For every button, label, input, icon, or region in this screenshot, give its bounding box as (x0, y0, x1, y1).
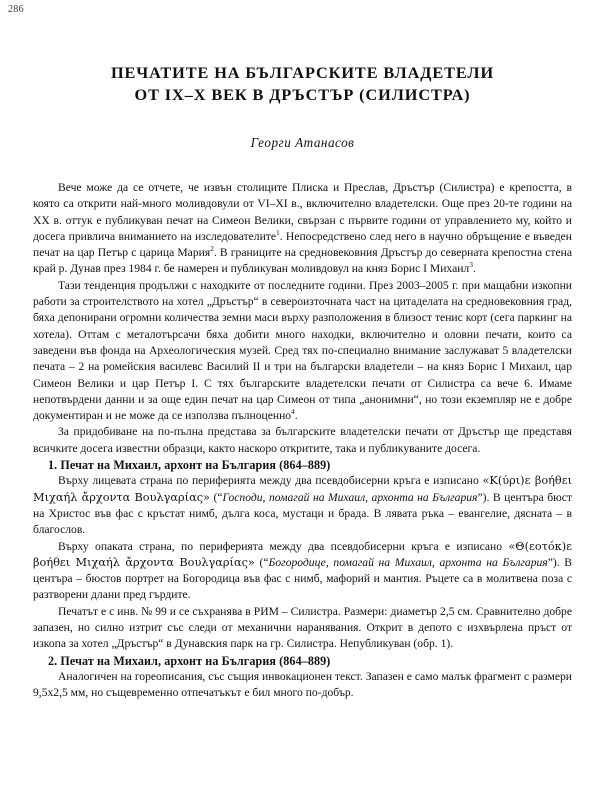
footnote-marker-2: 2 (210, 244, 214, 254)
para1-text-c: . В границите на средновековния Дръстър до северната крепостна стена край р. Дунав през 1984 г. бе намерен и публикуван моливдовул на княз Борис I Михаил (33, 246, 572, 276)
paragraph-reverse (33, 539, 572, 604)
translation-obverse: Господи, помагай на Михаил, архонта на България (222, 490, 478, 504)
author-name: Георги Атанасов (250, 135, 355, 150)
para4-text-c: ”). В центъра бюст на Христос във фас с кръстат нимб, дълга коса, мустаци и брада. В лявата ръка – евангелие, дясната – в благослов. (33, 490, 573, 537)
translation-reverse: Богородице, помагай на Михаил, архонта на България (268, 555, 548, 569)
footnote-marker-1: 1 (276, 228, 280, 238)
para1-text-a: Вече може да се отчете, че извън столиците Плиска и Преслав, Дръстър (Силистра) е крепостта, в която са открити най-много моливдовули от VI–XI в., включително владетелски. Още през 20-те години на XX в. оттук е публикуван печат на Симеон Велики, свързан с първите години от управлението му, който и досега привлича вниманието на изследователите (33, 181, 572, 243)
para5-text-a: Върху опаката страна, по периферията между два псевдобисерни кръга е изписано (58, 539, 509, 553)
footnote-marker-4: 4 (291, 407, 295, 417)
paragraph-inventory: Печатът е с инв. № 99 и се съхранява в РИМ – Силистра. Размери: диаметър 2,5 см. Сравнително добре запазен, но силно изтрит със следи от механични наранявания. Открит в депото с изхвърлена пръст от изкопа за хотел „Дръстър“ в Дунавския парк на гр. Силистра. Непубликуван (обр. 1). (33, 604, 572, 651)
paragraph-obverse (33, 473, 572, 538)
paragraph-overview: За придобиване на по-пълна представа за българските владетелски печати от Дръстър ще представя всичките досега известни образци, както наскоро откритите, така и публикуваните досега. (33, 425, 572, 455)
para2-text-b: . (294, 409, 298, 423)
title-line-1: ПЕЧАТИТЕ НА БЪЛГАРСКИТЕ ВЛАДЕТЕЛИ (110, 63, 495, 82)
para5-text-c: ”). В центъра – бюстов портрет на Богородица във фас с нимб, мафорий и мантия. Ръцете са в молитвена поза с разтворени длани пред гърдите. (33, 555, 573, 602)
paragraph-intro (33, 180, 572, 278)
page-content (33, 62, 572, 702)
page-number: 286 (8, 4, 24, 15)
title-line-2: ОТ IX–X ВЕК В ДРЪСТЪР (СИЛИСТРА) (134, 85, 471, 104)
paragraph-findings (33, 278, 572, 425)
para4-text-b: (“ (209, 490, 223, 504)
greek-inscription-reverse: «Θ(εοτόκ)ε βοήθει Μιχαήλ ἄρχοντα Βουλγαρίας» (33, 539, 572, 569)
article-body (33, 180, 572, 702)
section-heading-2: 2. Печат на Михаил, архонт на България (864–889) (48, 653, 331, 668)
para1-text-b: . Непосредствено след него в научно обръщение е въведен печат на цар Петър с царица Мария (33, 229, 572, 260)
footnote-marker-3: 3 (469, 260, 473, 270)
para4-text-a: Върху лицевата страна по периферията между два псевдобисерни кръга е изписано (58, 474, 483, 488)
para1-text-d: . (472, 262, 476, 276)
section-heading-1: 1. Печат на Михаил, архонт на България (864–889) (48, 458, 331, 473)
para2-text-a: Тази тенденция продължи с находките от последните години. През 2003–2005 г. при мащабни изкопни работи за строителството на хотел „Дръстър“ в североизточната част на цитаделата на средновековния град, бяха депонирани огромни количества земни маси върху разположения в близост тенис корт (сега паркинг на хотела). Оттам с металотърсачи бяха добити много находки, включително и оловни печати, които са заведени във фонда на Археологическия музей. Сред тях по-специално внимание заслужават 5 владетелски печата – 2 на ромейския василевс Василий II и три на български владетели – на княз Борис I Михаил, цар Симеон Велики и цар Петър I. С тях българските владетелски печати от Силистра са вече 6. Имаме непотвърдени данни и за още един печат на цар Симеон от типа „анонимни“, но този екземпляр не е добре документиран и не може да се използва пълноценно (33, 278, 572, 423)
page-title (33, 62, 572, 106)
greek-inscription-obverse: «Κ(ύρι)ε βοήθει Μιχαήλ ἄρχοντα Βουλγαρίας» (33, 474, 572, 504)
paragraph-second-seal: Аналогичен на гореописания, със същия инвокационен текст. Запазен е само малък фрагмент с размери 9,5x2,5 мм, но същевременно отпечатъкът е бил много по-добър. (33, 669, 572, 700)
para5-text-b: (“ (254, 555, 269, 569)
